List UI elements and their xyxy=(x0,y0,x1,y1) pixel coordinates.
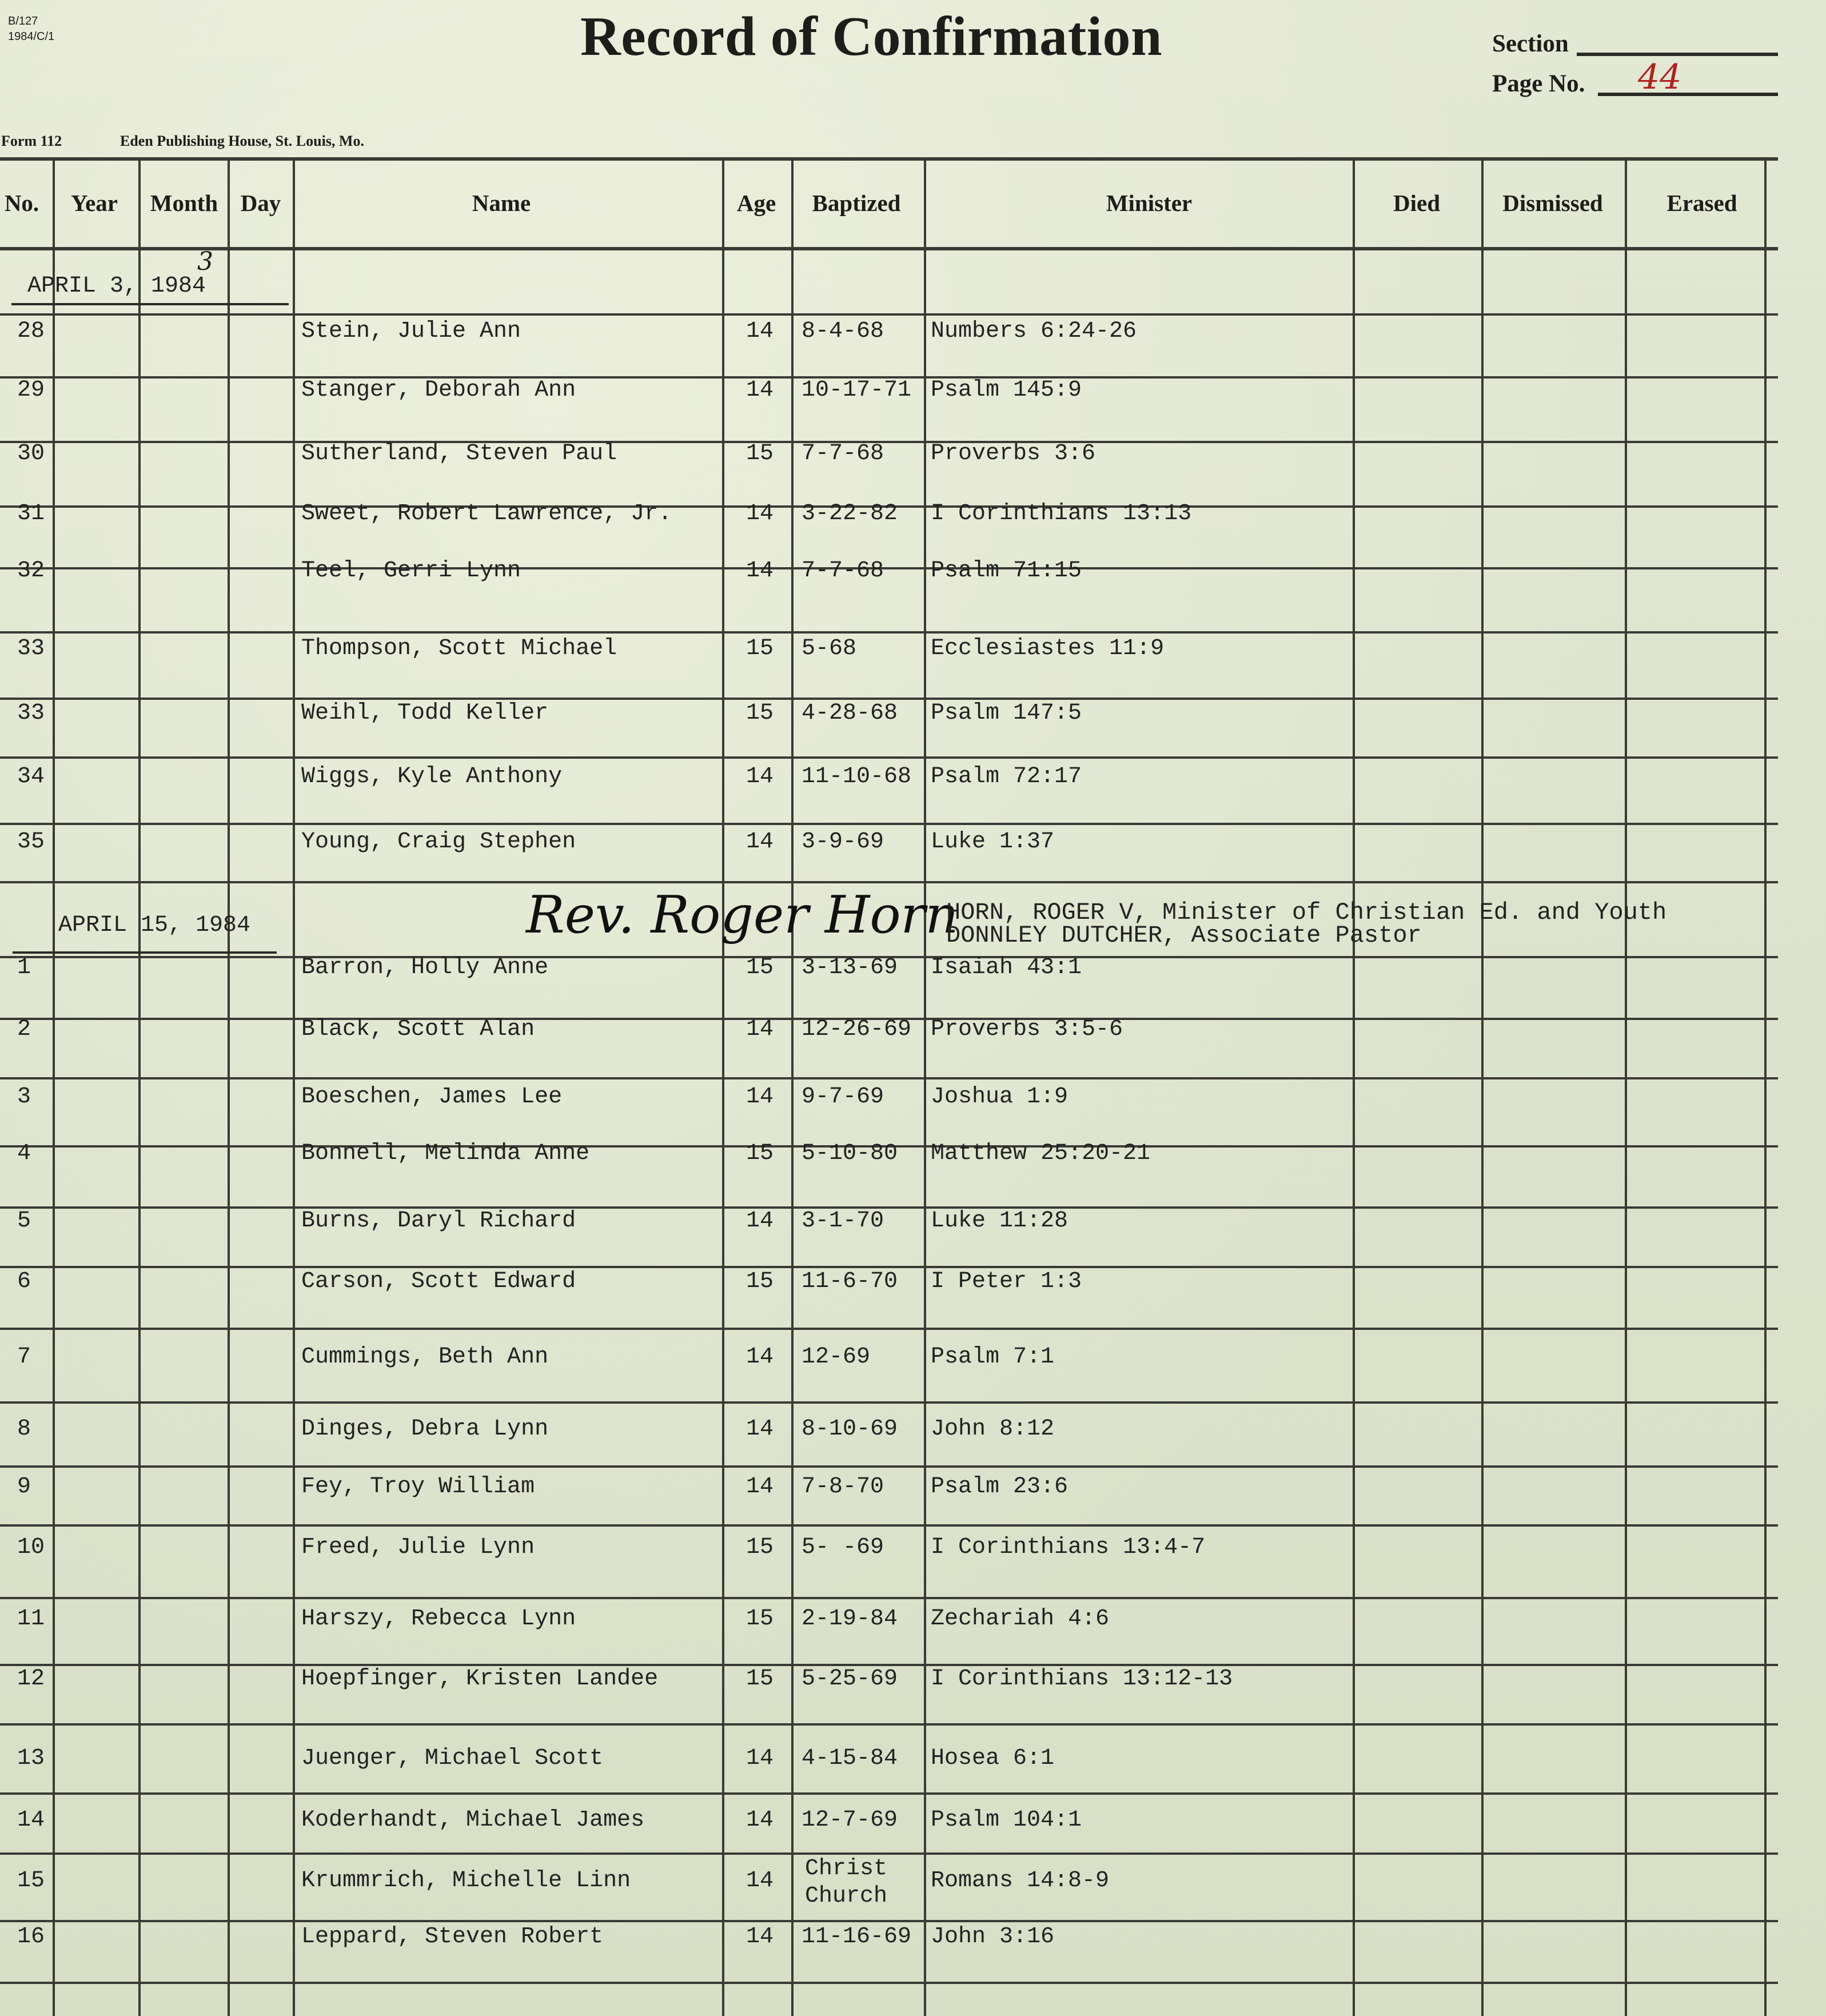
date-correction: 3 xyxy=(197,247,213,276)
member-name: Koderhandt, Michael James xyxy=(301,1807,645,1833)
member-age: 15 xyxy=(746,700,774,726)
baptized-date: 12-7-69 xyxy=(802,1807,898,1833)
row-rule xyxy=(0,1792,1778,1795)
member-name: Carson, Scott Edward xyxy=(301,1269,576,1294)
verse-reference: I Peter 1:3 xyxy=(931,1269,1082,1294)
member-age: 14 xyxy=(746,501,774,527)
entry-number: 14 xyxy=(17,1807,45,1833)
verse-reference: Romans 14:8-9 xyxy=(931,1868,1110,1894)
entry-number: 7 xyxy=(17,1344,31,1370)
entry-number: 29 xyxy=(17,377,45,403)
column-rule xyxy=(53,157,55,2016)
verse-reference: John 3:16 xyxy=(931,1924,1055,1950)
verse-reference: Luke 11:28 xyxy=(931,1208,1069,1234)
column-rule xyxy=(138,157,141,2016)
member-name: Weihl, Todd Keller xyxy=(301,700,549,726)
member-name: Freed, Julie Lynn xyxy=(301,1535,535,1560)
row-rule xyxy=(0,1328,1778,1330)
entry-number: 11 xyxy=(17,1606,45,1632)
member-age: 15 xyxy=(746,1535,774,1560)
member-name: Cummings, Beth Ann xyxy=(301,1344,549,1370)
group1-date-underline xyxy=(11,303,289,305)
baptized-date: 12-26-69 xyxy=(802,1017,912,1042)
member-name: Sutherland, Steven Paul xyxy=(301,441,617,467)
member-name: Sweet, Robert Lawrence, Jr. xyxy=(301,501,672,527)
member-age: 14 xyxy=(746,1924,774,1950)
verse-reference: Isaiah 43:1 xyxy=(931,955,1082,981)
member-age: 14 xyxy=(746,318,774,344)
member-age: 14 xyxy=(746,829,774,855)
member-age: 15 xyxy=(746,1141,774,1166)
member-name: Dinges, Debra Lynn xyxy=(301,1416,549,1442)
verse-reference: Numbers 6:24-26 xyxy=(931,318,1137,344)
entry-number: 4 xyxy=(17,1141,31,1166)
member-name: Black, Scott Alan xyxy=(301,1017,535,1042)
column-header-erased: Erased xyxy=(1666,190,1737,216)
entry-number: 13 xyxy=(17,1746,45,1771)
row-rule xyxy=(0,567,1778,569)
member-name: Fey, Troy William xyxy=(301,1474,535,1500)
minister-line-2: DONNLEY DUTCHER, Associate Pastor xyxy=(946,922,1422,949)
baptized-date: 5-25-69 xyxy=(802,1666,898,1692)
page-no-value: 44 xyxy=(1638,57,1682,97)
section-underline xyxy=(1577,53,1778,56)
column-rule xyxy=(791,157,794,2016)
row-rule xyxy=(0,1852,1778,1855)
member-age: 15 xyxy=(746,636,774,662)
column-header-name: Name xyxy=(472,190,531,216)
reference-line-1: B/127 xyxy=(8,15,38,27)
verse-reference: Proverbs 3:6 xyxy=(931,441,1096,467)
verse-reference: Hosea 6:1 xyxy=(931,1746,1055,1771)
page-no-underline xyxy=(1598,93,1778,96)
entry-number: 12 xyxy=(17,1666,45,1692)
column-header-minister: Minister xyxy=(1106,190,1193,216)
entry-number: 6 xyxy=(17,1269,31,1294)
publisher-label: Eden Publishing House, St. Louis, Mo. xyxy=(120,133,364,149)
member-name: Juenger, Michael Scott xyxy=(301,1746,604,1771)
column-rule xyxy=(228,157,230,2016)
verse-reference: Psalm 145:9 xyxy=(931,377,1082,403)
entry-number: 35 xyxy=(17,829,45,855)
column-header-year: Year xyxy=(71,190,118,216)
row-rule xyxy=(0,1266,1778,1268)
member-name: Thompson, Scott Michael xyxy=(301,636,617,662)
baptized-date: 4-28-68 xyxy=(802,700,898,726)
baptized-date: 8-10-69 xyxy=(802,1416,898,1442)
member-age: 14 xyxy=(746,1746,774,1771)
column-rule xyxy=(293,157,295,2016)
group2-date: APRIL 15, 1984 xyxy=(58,913,251,938)
row-rule xyxy=(0,1982,1778,1984)
verse-reference: John 8:12 xyxy=(931,1416,1055,1442)
row-rule xyxy=(0,1401,1778,1404)
baptized-date: 10-17-71 xyxy=(802,377,912,403)
column-rule xyxy=(1625,157,1627,2016)
row-rule xyxy=(0,247,1778,250)
verse-reference: Proverbs 3:5-6 xyxy=(931,1017,1123,1042)
member-name: Krummrich, Michelle Linn xyxy=(301,1868,631,1894)
group1-date: APRIL 3, 1984 xyxy=(27,273,206,299)
member-age: 15 xyxy=(746,1606,774,1632)
verse-reference: Psalm 7:1 xyxy=(931,1344,1055,1370)
row-rule xyxy=(0,157,1778,161)
entry-number: 2 xyxy=(17,1017,31,1042)
baptized-date: 3-9-69 xyxy=(802,829,884,855)
row-rule xyxy=(0,823,1778,825)
member-age: 15 xyxy=(746,441,774,467)
member-name: Stanger, Deborah Ann xyxy=(301,377,576,403)
entry-number: 30 xyxy=(17,441,45,467)
entry-number: 33 xyxy=(17,636,45,662)
member-name: Hoepfinger, Kristen Landee xyxy=(301,1666,659,1692)
baptized-date: 3-22-82 xyxy=(802,501,898,527)
verse-reference: Matthew 25:20-21 xyxy=(931,1141,1151,1166)
baptized-date: 9-7-69 xyxy=(802,1084,884,1110)
row-rule xyxy=(0,441,1778,443)
minister-line-1: HORN, ROGER V, Minister of Christian Ed. and Youth xyxy=(946,899,1667,926)
entry-number: 5 xyxy=(17,1208,31,1234)
verse-reference: I Corinthians 13:4-7 xyxy=(931,1535,1206,1560)
baptized-date: 8-4-68 xyxy=(802,318,884,344)
member-age: 14 xyxy=(746,1416,774,1442)
entry-number: 32 xyxy=(17,558,45,584)
entry-number: 15 xyxy=(17,1868,45,1894)
column-header-died: Died xyxy=(1393,190,1440,216)
verse-reference: Psalm 72:17 xyxy=(931,764,1082,790)
column-rule xyxy=(1481,157,1484,2016)
row-rule xyxy=(0,1077,1778,1079)
entry-number: 28 xyxy=(17,318,45,344)
baptized-date: 7-7-68 xyxy=(802,441,884,467)
baptized-date: 4-15-84 xyxy=(802,1746,898,1771)
baptized-date: 2-19-84 xyxy=(802,1606,898,1632)
member-name: Leppard, Steven Robert xyxy=(301,1924,604,1950)
entry-number: 10 xyxy=(17,1535,45,1560)
entry-number: 33 xyxy=(17,700,45,726)
row-rule xyxy=(0,313,1778,316)
member-age: 14 xyxy=(746,1017,774,1042)
verse-reference: Psalm 104:1 xyxy=(931,1807,1082,1833)
entry-number: 34 xyxy=(17,764,45,790)
member-name: Bonnell, Melinda Anne xyxy=(301,1141,590,1166)
entry-number: 31 xyxy=(17,501,45,527)
column-header-day: Day xyxy=(240,190,281,216)
reference-line-2: 1984/C/1 xyxy=(8,30,55,43)
entry-number: 8 xyxy=(17,1416,31,1442)
verse-reference: Psalm 71:15 xyxy=(931,558,1082,584)
entry-number: 16 xyxy=(17,1924,45,1950)
member-age: 14 xyxy=(746,377,774,403)
member-age: 15 xyxy=(746,1666,774,1692)
member-age: 14 xyxy=(746,764,774,790)
verse-reference: Psalm 147:5 xyxy=(931,700,1082,726)
verse-reference: Ecclesiastes 11:9 xyxy=(931,636,1165,662)
member-age: 15 xyxy=(746,955,774,981)
member-age: 14 xyxy=(746,1084,774,1110)
member-age: 14 xyxy=(746,1474,774,1500)
member-name: Boeschen, James Lee xyxy=(301,1084,563,1110)
baptized-date: 7-7-68 xyxy=(802,558,884,584)
member-name: Stein, Julie Ann xyxy=(301,318,521,344)
member-name: Harszy, Rebecca Lynn xyxy=(301,1606,576,1632)
baptized-date: 5-68 xyxy=(802,636,857,662)
verse-reference: I Corinthians 13:12-13 xyxy=(931,1666,1233,1692)
column-header-age: Age xyxy=(736,190,776,216)
column-rule xyxy=(924,157,926,2016)
baptized-date: 7-8-70 xyxy=(802,1474,884,1500)
member-name: Young, Craig Stephen xyxy=(301,829,576,855)
column-rule xyxy=(1353,157,1355,2016)
entry-number: 1 xyxy=(17,955,31,981)
column-header-baptized: Baptized xyxy=(812,190,901,216)
page-no-label: Page No. xyxy=(1492,70,1585,97)
column-header-dismissed: Dismissed xyxy=(1502,190,1603,216)
row-rule xyxy=(0,631,1778,634)
baptized-date: 11-10-68 xyxy=(802,764,912,790)
reference-code xyxy=(8,14,54,45)
entry-number: 3 xyxy=(17,1084,31,1110)
row-rule xyxy=(0,1920,1778,1922)
baptized-date: 3-1-70 xyxy=(802,1208,884,1234)
member-age: 14 xyxy=(746,558,774,584)
entry-number: 9 xyxy=(17,1474,31,1500)
baptized-date: Church xyxy=(805,1883,888,1909)
member-name: Wiggs, Kyle Anthony xyxy=(301,764,563,790)
verse-reference: Psalm 23:6 xyxy=(931,1474,1069,1500)
baptized-date: 12-69 xyxy=(802,1344,871,1370)
row-rule xyxy=(0,1206,1778,1209)
baptized-date: 11-6-70 xyxy=(802,1269,898,1294)
minister-signature: Rev. Roger Horn xyxy=(526,885,959,945)
member-age: 15 xyxy=(746,1269,774,1294)
verse-reference: Zechariah 4:6 xyxy=(931,1606,1110,1632)
verse-reference: Luke 1:37 xyxy=(931,829,1055,855)
form-label: Form 112 xyxy=(1,133,62,149)
section-label: Section xyxy=(1492,30,1569,57)
column-header-month: Month xyxy=(150,190,218,216)
row-rule xyxy=(0,1723,1778,1726)
minister-note xyxy=(946,901,1666,947)
baptized-date: Christ xyxy=(805,1856,888,1882)
member-name: Burns, Daryl Richard xyxy=(301,1208,576,1234)
row-rule xyxy=(0,756,1778,759)
baptized-date: 11-16-69 xyxy=(802,1924,912,1950)
column-header-no: No. xyxy=(4,190,39,216)
member-age: 14 xyxy=(746,1208,774,1234)
baptized-date: 5-10-80 xyxy=(802,1141,898,1166)
row-rule xyxy=(0,1597,1778,1599)
member-name: Teel, Gerri Lynn xyxy=(301,558,521,584)
column-rule xyxy=(722,157,724,2016)
group2-date-underline xyxy=(13,951,277,954)
column-rule xyxy=(1764,157,1767,2016)
verse-reference: Joshua 1:9 xyxy=(931,1084,1069,1110)
page-title: Record of Confirmation xyxy=(580,6,1163,67)
row-rule xyxy=(0,1524,1778,1527)
baptized-date: 3-13-69 xyxy=(802,955,898,981)
member-age: 14 xyxy=(746,1807,774,1833)
member-age: 14 xyxy=(746,1868,774,1894)
member-age: 14 xyxy=(746,1344,774,1370)
member-name: Barron, Holly Anne xyxy=(301,955,549,981)
row-rule xyxy=(0,1465,1778,1468)
row-rule xyxy=(0,881,1778,883)
verse-reference: I Corinthians 13:13 xyxy=(931,501,1192,527)
row-rule xyxy=(0,698,1778,700)
baptized-date: 5- -69 xyxy=(802,1535,884,1560)
